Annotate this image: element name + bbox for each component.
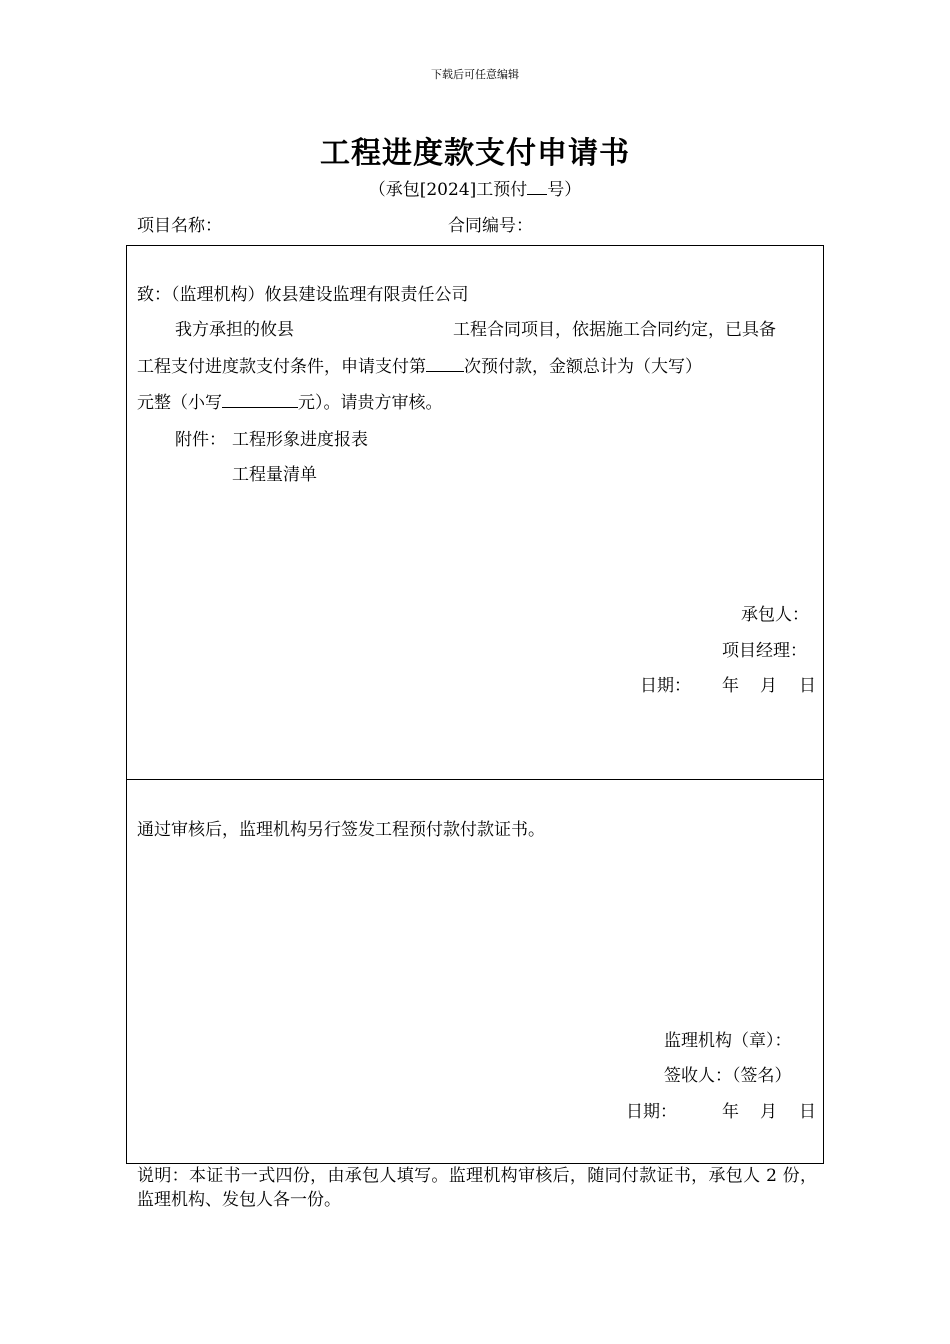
body-line1-end: 工程合同项目，依据施工合同约定，已具备 — [453, 320, 776, 340]
footnote: 说明：本证书一式四份，由承包人填写。监理机构审核后，随同付款证书，承包人 2 份，监理机构、发包人各一份。 — [137, 1166, 817, 1210]
installment-number-blank[interactable] — [426, 354, 464, 372]
review-text: 通过审核后，监理机构另行签发工程预付款付款证书。 — [137, 820, 545, 840]
attachment-item: 工程量清单 — [232, 465, 317, 485]
document-title: 工程进度款支付申请书 — [320, 136, 630, 171]
contract-no-label: 合同编号： — [448, 216, 533, 236]
body-line3-end: 元）。请贵方审核。 — [298, 393, 443, 413]
header-note: 下载后可任意编辑 — [431, 68, 519, 81]
project-name-label: 项目名称： — [137, 216, 222, 236]
body-line2-start: 工程支付进度款支付条件，申请支付第 — [137, 357, 426, 377]
review-date-year: 年 — [722, 1102, 739, 1122]
application-date-year: 年 — [722, 676, 739, 696]
application-date-day: 日 — [799, 676, 816, 696]
amount-lowercase-blank[interactable] — [222, 390, 298, 408]
body-line2 — [137, 352, 702, 377]
body-line3 — [137, 388, 443, 413]
body-line2-end: 次预付款，金额总计为（大写） — [464, 357, 702, 377]
project-manager-label: 项目经理： — [722, 641, 807, 661]
addressee-line: 致：（监理机构）攸县建设监理有限责任公司 — [137, 285, 469, 305]
review-date-month: 月 — [760, 1102, 777, 1122]
agency-seal-label: 监理机构（章）： — [664, 1031, 792, 1051]
document-number-blank[interactable] — [527, 178, 547, 195]
attachments-label: 附件： — [175, 430, 226, 450]
body-line1-start: 我方承担的攸县 — [175, 320, 294, 340]
body-line3-start: 元整（小写 — [137, 393, 222, 413]
application-date-month: 月 — [760, 676, 777, 696]
receiver-signature-label: 签收人：（签名） — [664, 1066, 792, 1086]
document-number-suffix: 号） — [547, 180, 582, 200]
document-number — [0, 175, 950, 200]
contractor-label: 承包人： — [741, 605, 809, 625]
review-date-day: 日 — [799, 1102, 816, 1122]
application-date-label: 日期： — [640, 676, 691, 696]
review-date-label: 日期： — [626, 1102, 677, 1122]
attachment-item: 工程形象进度报表 — [232, 430, 368, 450]
document-number-prefix: （承包[2024]工预付 — [368, 180, 528, 200]
